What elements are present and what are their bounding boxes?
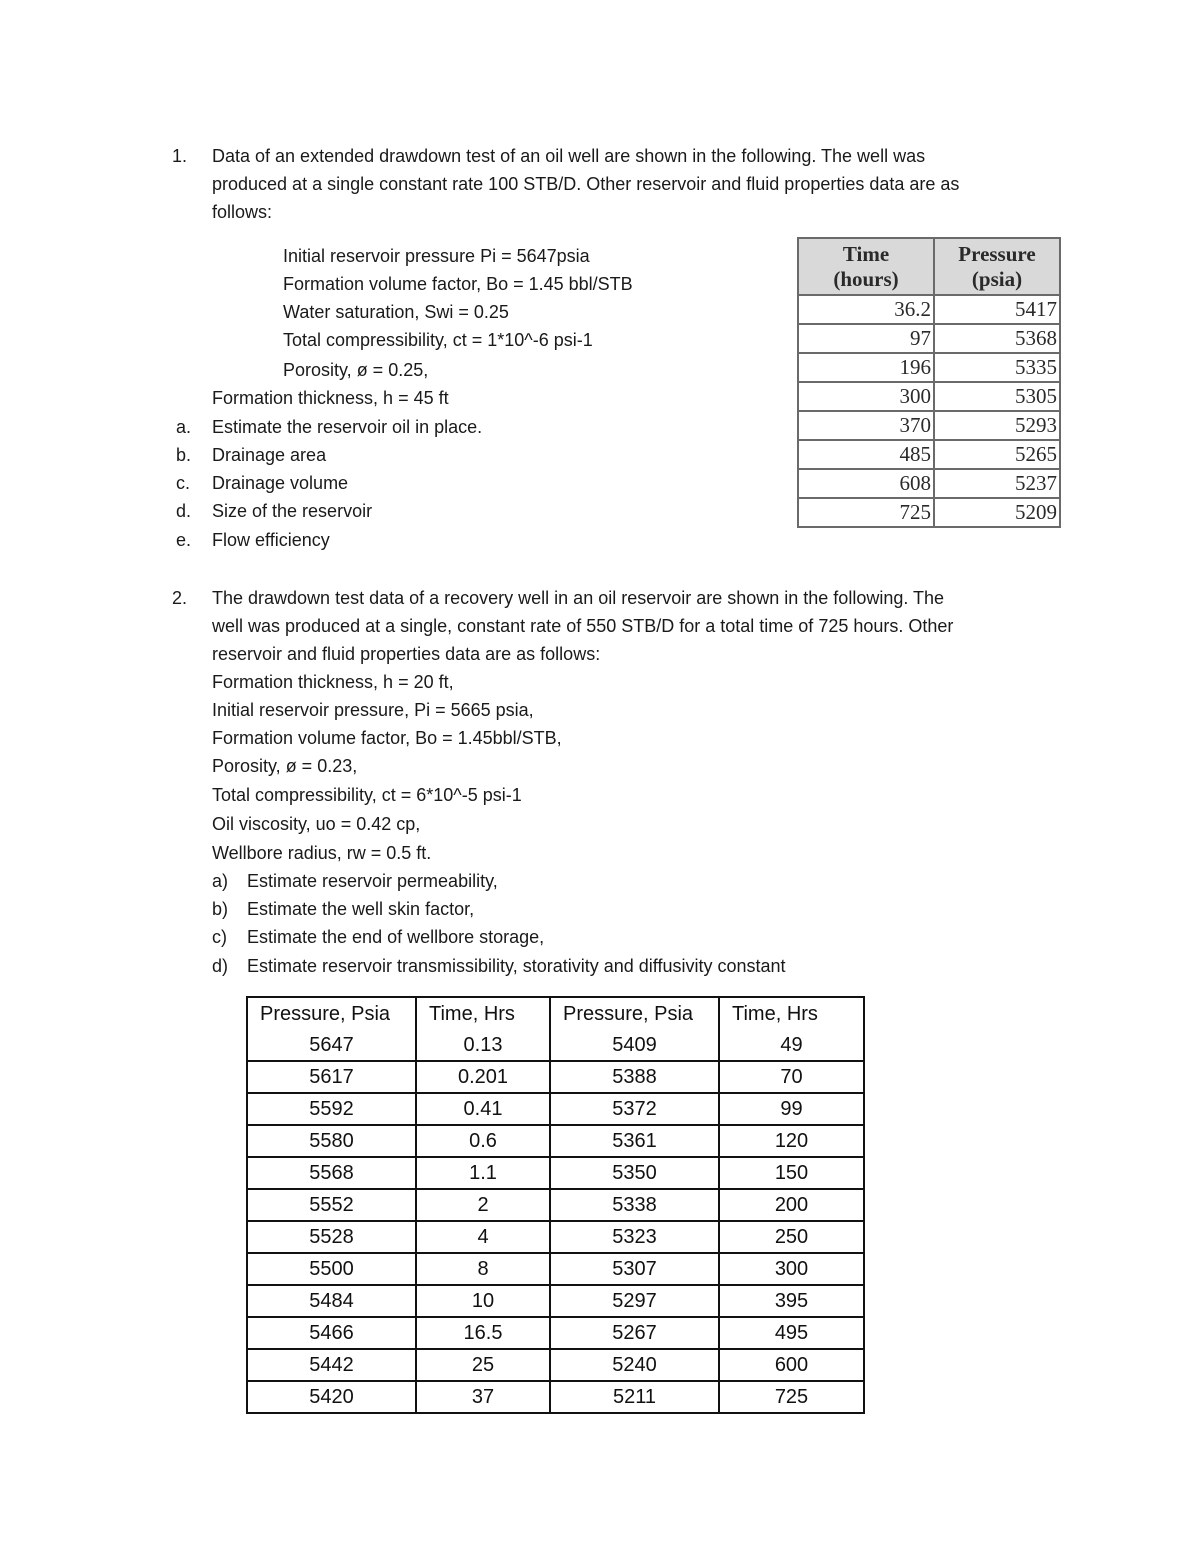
table-row (247, 1253, 864, 1285)
table-cell: 49 (719, 1030, 864, 1061)
task-marker: d) (212, 956, 229, 976)
task-marker: c. (176, 473, 191, 493)
table-cell: 10 (416, 1285, 550, 1317)
table-cell: 725 (719, 1381, 864, 1413)
property-formation-thickness: Formation thickness, h = 45 ft (212, 388, 449, 408)
table-row (247, 1349, 864, 1381)
task-text: Estimate reservoir permeability, (247, 871, 498, 891)
table-cell: 485 (798, 440, 934, 469)
table-row (247, 1285, 864, 1317)
task-text: Estimate the reservoir oil in place. (212, 417, 483, 437)
table-cell: 36.2 (798, 295, 934, 324)
question-2-line: Formation thickness, h = 20 ft, (212, 672, 454, 692)
table-row (247, 1030, 864, 1061)
table-row (247, 1221, 864, 1253)
task-marker: b. (176, 445, 192, 465)
task-text: Estimate the well skin factor, (247, 899, 475, 919)
table-cell: 5293 (934, 411, 1060, 440)
table-cell: 5500 (247, 1253, 416, 1285)
property-total-compressibility: Total compressibility, ct = 1*10^-6 psi-1 (283, 330, 593, 350)
question-2-line: Total compressibility, ct = 6*10^-5 psi-1 (212, 785, 522, 805)
table-cell: 5350 (550, 1157, 719, 1189)
task-text: Estimate reservoir transmissibility, storativity and diffusivity constant (247, 956, 786, 976)
table-cell: 5388 (550, 1061, 719, 1093)
table-row (798, 440, 1060, 469)
table-cell: 5647 (247, 1030, 416, 1061)
task-text: Size of the reservoir (212, 501, 373, 521)
question-1-intro-line-3: follows: (212, 202, 273, 222)
table-row (798, 469, 1060, 498)
table-row (247, 1061, 864, 1093)
table-cell: 5568 (247, 1157, 416, 1189)
question-1-number: 1. (172, 146, 188, 166)
table-cell: 5237 (934, 469, 1060, 498)
property-water-saturation: Water saturation, Swi = 0.25 (283, 302, 509, 322)
table-cell: 150 (719, 1157, 864, 1189)
table-row (247, 1381, 864, 1413)
table-cell: 8 (416, 1253, 550, 1285)
table-row (247, 1093, 864, 1125)
table-cell: 5409 (550, 1030, 719, 1061)
pressure-time-table (246, 996, 865, 1414)
question-2-line: Porosity, ø = 0.23, (212, 756, 358, 776)
table-cell: 5552 (247, 1189, 416, 1221)
task-text: Flow efficiency (212, 530, 330, 550)
task-marker: a. (176, 417, 192, 437)
table-row (798, 295, 1060, 324)
table-cell: 5368 (934, 324, 1060, 353)
table-cell: 5592 (247, 1093, 416, 1125)
table-header-pressure: Pressure, Psia (247, 997, 416, 1030)
question-2-line: The drawdown test data of a recovery well in an oil reservoir are shown in the following. The (212, 588, 945, 608)
table-cell: 4 (416, 1221, 550, 1253)
table-row (798, 353, 1060, 382)
table-cell: 608 (798, 469, 934, 498)
property-initial-pressure: Initial reservoir pressure Pi = 5647psia (283, 246, 590, 266)
table-row (798, 498, 1060, 527)
table-cell: 725 (798, 498, 934, 527)
table-cell: 495 (719, 1317, 864, 1349)
table-cell: 0.6 (416, 1125, 550, 1157)
table-cell: 25 (416, 1349, 550, 1381)
table-cell: 37 (416, 1381, 550, 1413)
question-2-line: Wellbore radius, rw = 0.5 ft. (212, 843, 432, 863)
table-header-pressure: Pressure, Psia (550, 997, 719, 1030)
table-header-pressure: Pressure (psia) (934, 238, 1060, 295)
table-cell: 16.5 (416, 1317, 550, 1349)
task-marker: e. (176, 530, 192, 550)
time-pressure-table (797, 237, 1061, 528)
table-header-time: Time, Hrs (416, 997, 550, 1030)
table-cell: 5466 (247, 1317, 416, 1349)
task-marker: d. (176, 501, 192, 521)
table-cell: 5323 (550, 1221, 719, 1253)
task-text: Drainage area (212, 445, 327, 465)
table-cell: 300 (798, 382, 934, 411)
table-cell: 0.13 (416, 1030, 550, 1061)
question-2-line: Oil viscosity, uo = 0.42 cp, (212, 814, 421, 834)
table-cell: 370 (798, 411, 934, 440)
property-formation-volume-factor: Formation volume factor, Bo = 1.45 bbl/STB (283, 274, 633, 294)
table-row (798, 382, 1060, 411)
table-cell: 200 (719, 1189, 864, 1221)
table-cell: 1.1 (416, 1157, 550, 1189)
table-row (247, 1157, 864, 1189)
table-cell: 5240 (550, 1349, 719, 1381)
table-cell: 99 (719, 1093, 864, 1125)
table-cell: 120 (719, 1125, 864, 1157)
table-cell: 5338 (550, 1189, 719, 1221)
table-cell: 5484 (247, 1285, 416, 1317)
table-cell: 196 (798, 353, 934, 382)
table-header-time: Time (hours) (798, 238, 934, 295)
table-cell: 395 (719, 1285, 864, 1317)
table-cell: 5297 (550, 1285, 719, 1317)
table-cell: 5442 (247, 1349, 416, 1381)
table-cell: 5617 (247, 1061, 416, 1093)
question-2-line: Initial reservoir pressure, Pi = 5665 psia, (212, 700, 534, 720)
table-cell: 5265 (934, 440, 1060, 469)
table-row (247, 1317, 864, 1349)
table-row (798, 411, 1060, 440)
table-cell: 5307 (550, 1253, 719, 1285)
property-porosity: Porosity, ø = 0.25, (283, 360, 429, 380)
question-1-intro-line-2: produced at a single constant rate 100 STB/D. Other reservoir and fluid properties data are as (212, 174, 960, 194)
table-cell: 0.41 (416, 1093, 550, 1125)
table-row (247, 1125, 864, 1157)
table-row (798, 324, 1060, 353)
question-2-line: Formation volume factor, Bo = 1.45bbl/STB, (212, 728, 562, 748)
task-text: Estimate the end of wellbore storage, (247, 927, 545, 947)
table-cell: 5335 (934, 353, 1060, 382)
table-row (247, 1189, 864, 1221)
table-cell: 2 (416, 1189, 550, 1221)
table-cell: 0.201 (416, 1061, 550, 1093)
table-cell: 600 (719, 1349, 864, 1381)
table-cell: 5209 (934, 498, 1060, 527)
table-cell: 5267 (550, 1317, 719, 1349)
question-2-number: 2. (172, 588, 188, 608)
table-header-time: Time, Hrs (719, 997, 864, 1030)
task-text: Drainage volume (212, 473, 349, 493)
table-cell: 5417 (934, 295, 1060, 324)
table-cell: 5528 (247, 1221, 416, 1253)
table-cell: 300 (719, 1253, 864, 1285)
table-cell: 5305 (934, 382, 1060, 411)
question-2-line: well was produced at a single, constant rate of 550 STB/D for a total time of 725 hours. Other (212, 616, 954, 636)
table-cell: 5420 (247, 1381, 416, 1413)
task-marker: b) (212, 899, 229, 919)
question-2-line: reservoir and fluid properties data are as follows: (212, 644, 601, 664)
task-marker: a) (212, 871, 229, 891)
task-marker: c) (212, 927, 227, 947)
table-cell: 5211 (550, 1381, 719, 1413)
table-cell: 97 (798, 324, 934, 353)
table-cell: 70 (719, 1061, 864, 1093)
table-cell: 5372 (550, 1093, 719, 1125)
table-cell: 5580 (247, 1125, 416, 1157)
question-1-intro-line-1: Data of an extended drawdown test of an oil well are shown in the following. The well was (212, 146, 926, 166)
table-cell: 5361 (550, 1125, 719, 1157)
table-cell: 250 (719, 1221, 864, 1253)
